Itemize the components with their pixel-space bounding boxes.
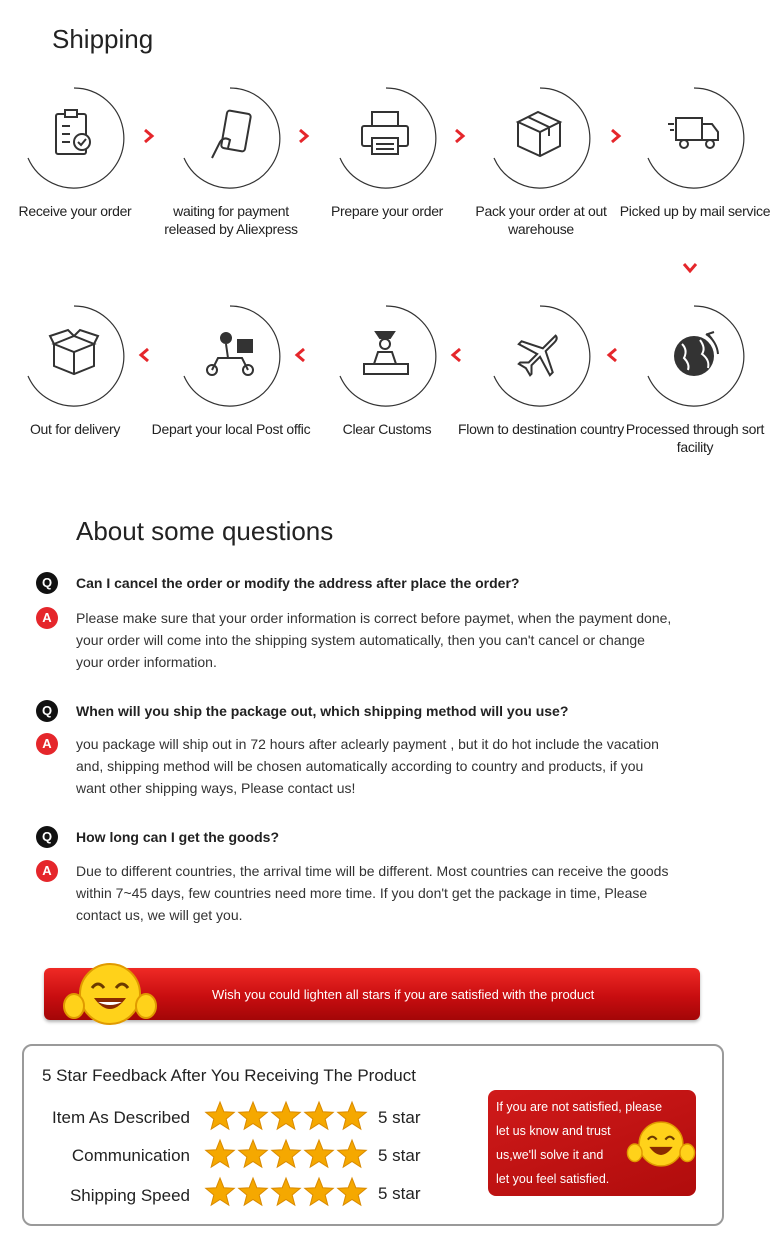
rating-value: 5 star [378, 1108, 421, 1127]
smiley-thumbs-icon [62, 958, 158, 1030]
star-icon [239, 1140, 268, 1167]
star-icon [206, 1178, 235, 1205]
question-text: Can I cancel the order or modify the address after place the order? [76, 575, 520, 591]
airplane-icon [509, 321, 573, 385]
card-hand-icon [212, 110, 251, 158]
arrow-right-icon [608, 128, 624, 144]
scooter-icon [207, 333, 253, 375]
arrow-left-icon [604, 347, 620, 363]
step-label: Pack your order at out warehouse [475, 203, 607, 237]
truck-icon [668, 118, 718, 148]
card-line: If you are not satisfied, please [496, 1100, 663, 1114]
answer-text [76, 607, 716, 673]
star-rating [204, 1138, 369, 1170]
smiley-thumbs-icon [626, 1116, 696, 1172]
step-label: Out for delivery [29, 421, 121, 437]
star-icon [272, 1178, 301, 1205]
customs-officer-icon [364, 332, 408, 374]
star-icon [239, 1102, 268, 1129]
step-label: Depart your local Post offic [151, 421, 311, 437]
feedback-box [22, 1044, 724, 1226]
star-icon [338, 1102, 367, 1129]
step-label: Flown to destination country [458, 421, 624, 437]
star-icon [338, 1140, 367, 1167]
question-badge: Q [36, 700, 58, 722]
rating-label: Shipping Speed [69, 1186, 190, 1205]
step-label: Picked up by mail service [619, 203, 771, 219]
arrow-right-icon [141, 128, 157, 144]
arrow-right-icon [296, 128, 312, 144]
step-circle [20, 84, 128, 192]
question-badge: Q [36, 572, 58, 594]
arrow-left-icon [136, 347, 152, 363]
step-label: Processed through sort facility [625, 421, 765, 455]
card-line: us,we'll solve it and [496, 1148, 604, 1162]
arrow-left-icon [292, 347, 308, 363]
answer-line: want other shipping ways, Please contact us! [76, 780, 356, 796]
answer-line: within 7~45 days, few countries need more time. If you don't get the package in time, Please [76, 885, 648, 901]
answer-line: Please make sure that your order information is correct before paymet, when the payment done, [76, 610, 672, 626]
step-label: waiting for payment released by Aliexpress [164, 203, 298, 237]
question-badge: Q [36, 826, 58, 848]
question-text: When will you ship the package out, which shipping method will you use? [76, 703, 569, 719]
checklist-icon [56, 110, 90, 154]
faq-item [36, 572, 726, 672]
star-icon [206, 1140, 235, 1167]
step-label: Receive your order [18, 203, 132, 219]
answer-badge: A [36, 607, 58, 629]
rating-label: Communication [71, 1146, 190, 1165]
star-icon [305, 1102, 334, 1129]
arrow-left-icon [448, 347, 464, 363]
card-line: let you feel satisfied. [496, 1172, 610, 1186]
feedback-title: 5 Star Feedback After You Receiving The Product [42, 1066, 416, 1085]
answer-text [76, 860, 716, 926]
star-rating [204, 1100, 369, 1132]
arrow-right-icon [452, 128, 468, 144]
card-line: let us know and trust [496, 1124, 611, 1138]
shipping-title: Shipping [52, 24, 154, 54]
step-label: Prepare your order [330, 203, 444, 219]
star-icon [272, 1140, 301, 1167]
rating-value: 5 star [378, 1184, 421, 1203]
answer-line: and, shipping method will be chosen automatically according to country and products, if you [76, 758, 644, 774]
question-text: How long can I get the goods? [76, 829, 279, 845]
star-icon [272, 1102, 301, 1129]
arrow-down-icon [682, 260, 698, 276]
star-rating [204, 1176, 369, 1208]
globe-icon [674, 332, 718, 376]
answer-text [76, 733, 716, 799]
step-label: Clear Customs [342, 421, 432, 437]
answer-line: Due to different countries, the arrival time will be different. Most countries can receive the goods [76, 863, 669, 879]
box-icon [518, 112, 560, 156]
banner-text: Wish you could lighten all stars if you are satisfied with the product [212, 987, 595, 1002]
star-icon [305, 1140, 334, 1167]
rating-label: Item As Described [52, 1108, 190, 1127]
star-icon [239, 1178, 268, 1205]
answer-badge: A [36, 860, 58, 882]
faq-item [36, 826, 726, 926]
rating-value: 5 star [378, 1146, 421, 1165]
answer-badge: A [36, 733, 58, 755]
faq-item [36, 700, 726, 800]
answer-line: contact us, we will get you. [76, 907, 243, 923]
open-box-icon [50, 330, 98, 374]
faq-title: About some questions [76, 516, 334, 546]
answer-line: you package will ship out in 72 hours after aclearly payment , but it do hot include the vacation [76, 736, 659, 752]
star-icon [305, 1178, 334, 1205]
printer-icon [362, 112, 408, 154]
satisfaction-card [488, 1090, 696, 1196]
answer-line: your order will come into the shipping system automatically, then you can't cancel or change [76, 632, 645, 648]
star-icon [206, 1102, 235, 1129]
answer-line: your order information. [76, 654, 217, 670]
star-icon [338, 1178, 367, 1205]
